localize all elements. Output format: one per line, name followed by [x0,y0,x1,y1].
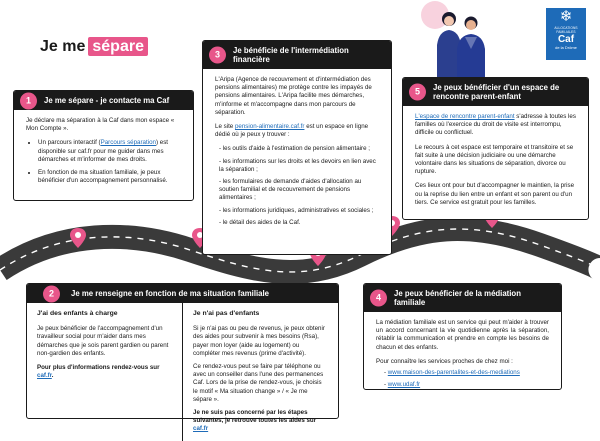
list-item: - le détail des aides de la Caf. [219,219,379,227]
caf-fr-link[interactable]: caf.fr [37,372,52,380]
step-number: 4 [370,290,387,307]
logo-brand: Caf [557,34,575,45]
list-item: - les informations juridiques, administratives et sociales ; [219,207,379,215]
caf-logo [546,8,586,60]
step-card-header [364,284,561,312]
step-card-header [14,91,193,110]
text-span: Je ne suis pas concerné par les étapes suivantes, je retrouve toutes les aides sur [193,409,317,425]
list-item: • En fonction de ma situation familiale, je peux bénéficier d'un accompagnement personnalisé. [38,169,181,185]
step-card-text: Ce rendez-vous peut se faire par téléphone ou avec un conseiller dans l'une des permanences Caf. Lors de la prise de rendez-vous, je choisis le motif « Ma situation change » / « Je me sépare ». [193,363,324,403]
text-span: ) est disponible sur caf.fr pour me guider dans mes démarches et m'informer de mes droits. [38,139,169,163]
step-card-title: Je bénéficie de l'intermédiation financière [233,46,349,64]
text-span: s'adresse à toutes les familles où l'exercice du droit de visite est interrompu, difficile ou conflictuel. [415,113,576,137]
step-card-text: Si je n'ai pas ou peu de revenus, je peux obtenir des aides pour subvenir à mes besoins (Rsa), payer mon loyer (aide au logement) ou compléter mes revenus (prime d'activité). [193,325,325,357]
step-number: 3 [209,47,226,64]
text-span: Le site [215,123,234,131]
step-card-1 [13,90,194,201]
step-card-text: Je déclare ma séparation à la Caf dans mon espace « Mon Compte ». [26,117,175,133]
page-title-highlight: sépare [88,37,148,56]
text-span: Un parcours interactif ( [38,139,101,147]
caf-fr-link[interactable]: caf.fr [193,425,209,433]
parcours-separation-link[interactable]: Parcours séparation [100,139,156,147]
logo-association: ALLOCATIONS FAMILIALES [554,26,578,34]
step-card-title: Je peux bénéficier de la médiation familiale [394,289,521,307]
step-card-title: Je peux bénéficier d'un espace de rencontre parent-enfant [433,83,560,101]
step-card-text [37,364,172,380]
logo-department: de la Drôme [555,45,577,50]
step-number: 5 [409,84,426,101]
step-number: 1 [20,92,37,109]
step-card-text: Ces lieux ont pour but d'accompagner le maintien, la prise ou la reprise du lien entre un enfant et son parent ou d'un tiers. Ce service est gratuit pour les familles. [415,182,575,206]
step-card-3 [202,40,392,255]
step-card-text: Pour connaître les services proches de chez moi : [376,357,513,365]
list-item [384,369,549,377]
snowflake-icon: ❄ [559,8,573,25]
maison-parentalites-link[interactable]: www.maison-des-parentalites-et-des-mediations [387,369,520,377]
step-card-text [415,113,576,138]
step-card-header [403,78,588,106]
with-children-column [27,303,183,441]
udaf-link[interactable]: www.udaf.fr [387,381,421,389]
text-span: Pour plus d'informations rendez-vous sur [37,364,160,372]
step-card-text: Je peux bénéficier de l'accompagnement d'un travailleur social pour m'aider dans mes démarches que je sois parent gardien ou parent non-gardien des enfants. [37,325,169,357]
step-card-text: Le recours à cet espace est temporaire et transitoire et se fait suite à une décision judiciaire ou une démarche volontaire dans les situations de séparation, divorce ou rupture. [415,143,574,176]
step-card-2 [26,283,339,433]
step-card-header [27,284,338,303]
step-number: 2 [43,285,60,302]
list-item: - les outils d'aide à l'estimation de pension alimentaire ; [219,145,379,153]
pension-alimentaire-link[interactable]: pension-alimentaire.caf.fr [234,123,305,131]
step-card-title: Je me renseigne en fonction de ma situation familiale [71,289,270,298]
step-card-text [215,123,379,139]
text-span: est un espace en ligne dédié où je peux y trouver : [215,123,369,139]
step-card-4 [363,283,562,390]
list-item [38,139,181,164]
page-title-prefix: Je me [40,38,86,55]
list-item: - les informations sur les droits et les devoirs en lien avec la séparation ; [219,158,379,174]
list-item [384,381,549,389]
step-card-5 [402,77,589,220]
column-heading: J'ai des enfants à charge [37,310,118,317]
page-title [40,38,148,56]
column-heading: Je n'ai pas d'enfants [193,310,260,317]
step-card-text [193,409,328,434]
text-span: . [51,372,54,380]
espace-rencontre-link[interactable]: L'espace de rencontre parent-enfant [415,113,515,120]
step-card-header [203,41,391,69]
without-children-column [183,303,338,441]
couple-illustration-icon [415,5,495,85]
step-card-title: Je me sépare - je contacte ma Caf [44,96,170,105]
step-card-text: La médiation familiale est un service qui peut m'aider à trouver un accord concernant la vie quotidienne après la séparation, rétablir la communication et prendre en compte les besoins de chacun et des enfants. [376,319,549,351]
step-card-text: L'Aripa (Agence de recouvrement et d'intermédiation des pensions alimentaires) me protège contre les impayés de pensions alimentaires. L'Aripa facilite mes démarches, m'informe et m'accompagne dans mon parcours de séparation. [215,76,372,116]
list-item: - les formulaires de demande d'aides d'allocation au soutien familial et de recouvrement de pensions alimentaires ; [219,178,379,203]
